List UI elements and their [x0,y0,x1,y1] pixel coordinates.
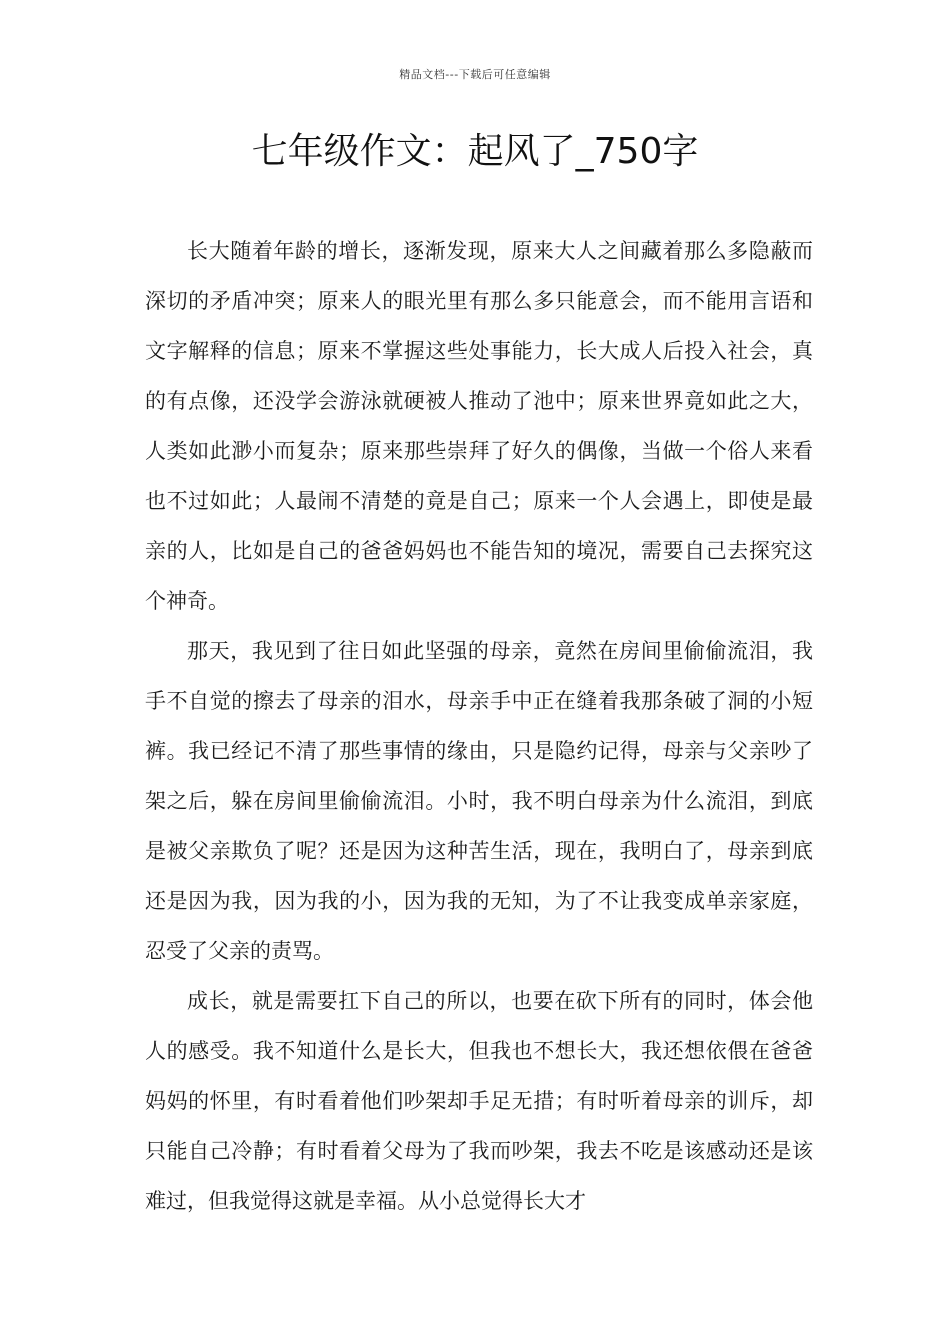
paragraph-3: 成长，就是需要扛下自己的所以，也要在砍下所有的同时，体会他人的感受。我不知道什么是长大，但我也不想长大，我还想依偎在爸爸妈妈的怀里，有时看着他们吵架却手足无措；有时听着母亲的训斥，却只能自己冷静；有时看着父母为了我而吵架，我去不吃是该感动还是该难过，但我觉得这就是幸福。从小总觉得长大才 [145,989,813,1213]
header-note: 精品文档---下载后可任意编辑 [399,68,551,81]
document-body [145,226,813,1226]
document-title: 七年级作文：起风了_750字 [251,131,699,172]
paragraph-2: 那天，我见到了往日如此坚强的母亲，竟然在房间里偷偷流泪，我手不自觉的擦去了母亲的泪水，母亲手中正在缝着我那条破了洞的小短裤。我已经记不清了那些事情的缘由，只是隐约记得，母亲与父亲吵了架之后，躲在房间里偷偷流泪。小时，我不明白母亲为什么流泪，到底是被父亲欺负了呢？还是因为这种苦生活，现在，我明白了，母亲到底还是因为我，因为我的小，因为我的无知，为了不让我变成单亲家庭，忍受了父亲的责骂。 [145,639,813,963]
paragraph-1: 长大随着年龄的增长，逐渐发现，原来大人之间藏着那么多隐蔽而深切的矛盾冲突；原来人的眼光里有那么多只能意会，而不能用言语和文字解释的信息；原来不掌握这些处事能力，长大成人后投入社会，真的有点像，还没学会游泳就硬被人推动了池中；原来世界竟如此之大，人类如此渺小而复杂；原来那些崇拜了好久的偶像，当做一个俗人来看也不过如此；人最闹不清楚的竟是自己；原来一个人会遇上，即使是最亲的人，比如是自己的爸爸妈妈也不能告知的境况，需要自己去探究这个神奇。 [145,239,813,613]
